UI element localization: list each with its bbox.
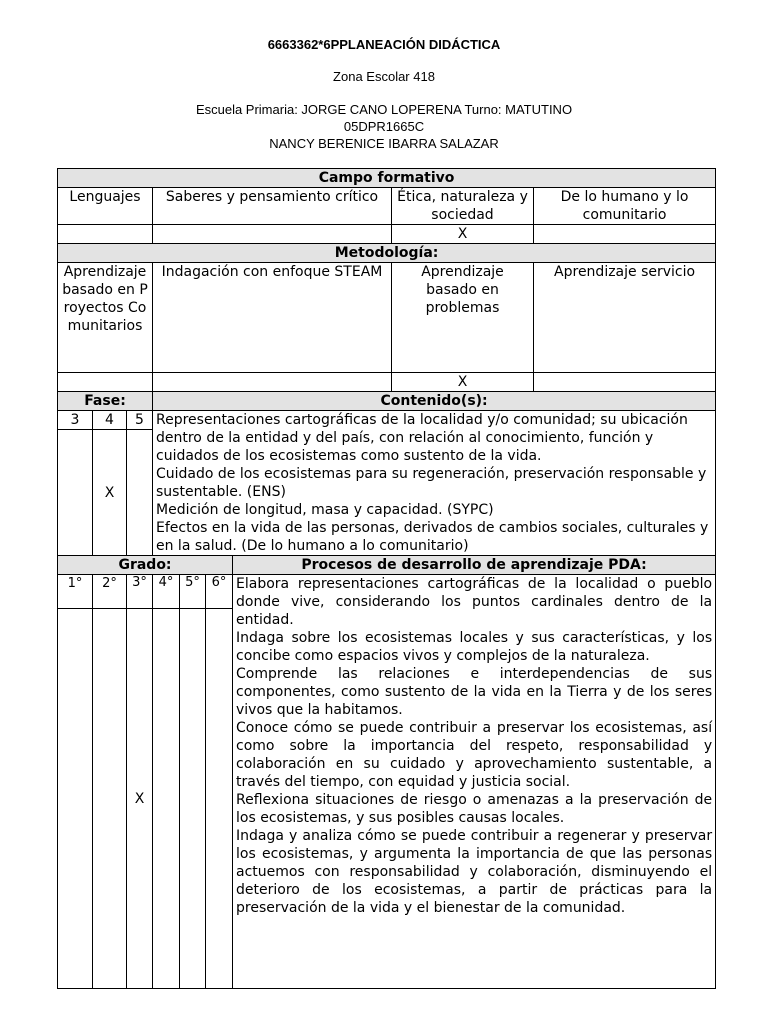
pda-item: Indaga sobre los ecosistemas locales y sus características, y los concibe como espacios vivos y complejos de la naturaleza.	[236, 630, 713, 664]
metodologia-option-steam: Indagación con enfoque STEAM	[153, 263, 392, 373]
pda-item: Comprende las relaciones e interdependencias de sus componentes, como sustento de la vida en la Tierra y de los seres vivos que la habitamos.	[236, 666, 713, 718]
pda-heading: Procesos de desarrollo de aprendizaje PDA:	[233, 556, 716, 575]
grado-label-1: 1°	[58, 575, 93, 609]
campo-mark-saberes	[153, 225, 392, 244]
grado-label-5: 5°	[180, 575, 206, 609]
school-name: Escuela Primaria: JORGE CANO LOPERENA Turno: MATUTINO	[195, 102, 573, 117]
fase-number-5: 5	[127, 411, 153, 430]
metodologia-option-problemas: Aprendizaje basado en problemas	[392, 263, 534, 373]
planning-table	[57, 168, 716, 989]
grado-label-6: 6°	[206, 575, 233, 609]
metodologia-heading: Metodología:	[58, 244, 716, 263]
campo-option-humano: De lo humano y lo comunitario	[534, 188, 716, 225]
metodologia-mark-proyectos	[58, 373, 153, 392]
campo-option-lenguajes: Lenguajes	[58, 188, 153, 225]
pda-item: Indaga y analiza cómo se puede contribuir a regenerar y preservar los ecosistemas, y argumenta la importancia de que las personas actuemos con responsabilidad y colaboración, disminuyendo el deterioro de los ecosistemas, a partir de prácticas para la preservación de la vida y el bienestar de la comunidad.	[236, 828, 713, 916]
campo-option-etica: Ética, naturaleza y sociedad	[392, 188, 534, 225]
school-zone: Zona Escolar 418	[333, 69, 435, 84]
fase-mark-5	[127, 430, 153, 556]
campo-mark-humano	[534, 225, 716, 244]
fase-heading: Fase:	[58, 392, 153, 411]
contenido-item: Cuidado de los ecosistemas para su regeneración, preservación responsable y sustentable. (ENS)	[156, 466, 707, 500]
fase-mark-4: X	[93, 430, 127, 556]
pda-item: Conoce cómo se puede contribuir a preservar los ecosistemas, así como sobre la importancia del respeto, responsabilidad y colaboración en su cuidado y aprovechamiento sustentable, a través del tiempo, con equidad y justicia social.	[236, 720, 713, 790]
teacher-name: NANCY BERENICE IBARRA SALAZAR	[269, 136, 499, 151]
contenido-heading: Contenido(s):	[153, 392, 716, 411]
metodologia-mark-problemas: X	[392, 373, 534, 392]
grado-mark-1	[58, 609, 93, 989]
contenido-item: Medición de longitud, masa y capacidad. (SYPC)	[156, 502, 494, 518]
pda-item: Elabora representaciones cartográficas de la localidad o pueblo donde vive, considerando los puntos cardinales dentro de la entidad.	[236, 576, 713, 628]
grado-mark-4	[153, 609, 180, 989]
pda-text	[233, 575, 716, 989]
campo-formativo-heading: Campo formativo	[58, 169, 716, 188]
contenido-item: Representaciones cartográficas de la localidad y/o comunidad; su ubicación dentro de la entidad y del país, con relación al conocimiento, función y cuidados de los ecosistemas como sustento de la vida.	[156, 412, 688, 464]
document-title: 6663362*6PPLANEACIÓN DIDÁCTICA	[267, 37, 501, 52]
school-code: 05DPR1665C	[343, 119, 425, 134]
metodologia-mark-steam	[153, 373, 392, 392]
grado-label-4: 4°	[153, 575, 180, 609]
campo-option-saberes: Saberes y pensamiento crítico	[153, 188, 392, 225]
grado-label-2: 2°	[93, 575, 127, 609]
contenido-item: Efectos en la vida de las personas, derivados de cambios sociales, culturales y en la salud. (De lo humano a lo comunitario)	[156, 520, 709, 554]
campo-mark-etica: X	[392, 225, 534, 244]
fase-number-3: 3	[58, 411, 93, 430]
metodologia-mark-servicio	[534, 373, 716, 392]
grado-mark-6	[206, 609, 233, 989]
grado-label-3: 3°	[127, 575, 153, 609]
grado-mark-5	[180, 609, 206, 989]
grado-heading: Grado:	[58, 556, 233, 575]
metodologia-option-proyectos: Aprendizaje basado en Proyectos Comunitarios	[58, 263, 153, 373]
campo-mark-lenguajes	[58, 225, 153, 244]
grado-mark-3: X	[127, 609, 153, 989]
pda-item: Reflexiona situaciones de riesgo o amenazas a la preservación de los ecosistemas, y sus posibles causas locales.	[236, 792, 713, 826]
grado-mark-2	[93, 609, 127, 989]
metodologia-option-servicio: Aprendizaje servicio	[534, 263, 716, 373]
contenido-text	[153, 411, 716, 556]
fase-mark-3	[58, 430, 93, 556]
fase-number-4: 4	[93, 411, 127, 430]
